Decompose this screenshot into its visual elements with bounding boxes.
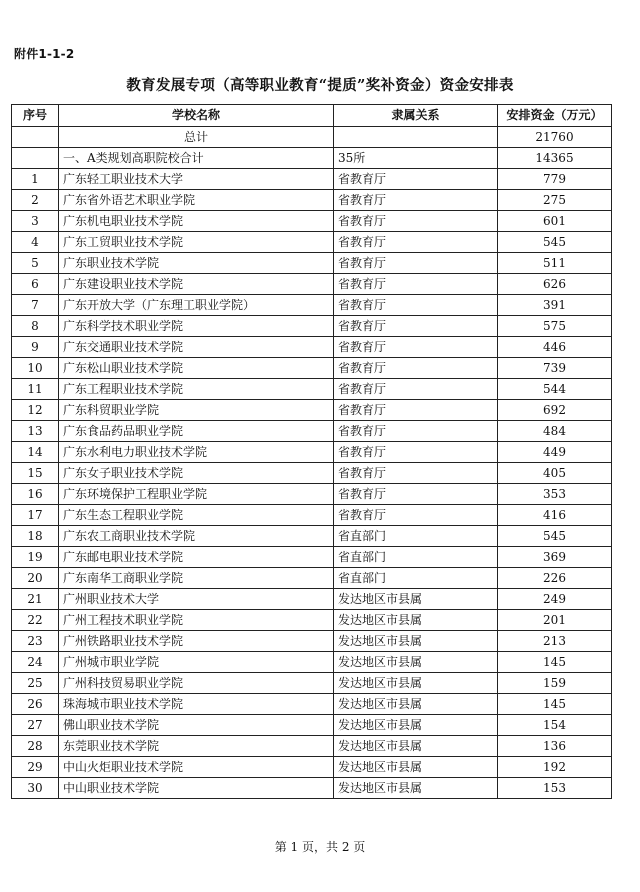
row-no: 13: [12, 421, 59, 442]
row-relation: 省教育厅: [334, 211, 498, 232]
row-no: 9: [12, 337, 59, 358]
row-amount: 739: [498, 358, 612, 379]
attachment-label: 附件1-1-2: [14, 47, 75, 61]
row-amount: 511: [498, 253, 612, 274]
subtotal-label: 一、A类规划高职院校合计: [59, 148, 334, 169]
row-relation: 省教育厅: [334, 337, 498, 358]
row-relation: 省教育厅: [334, 232, 498, 253]
row-school-name: 广东省外语艺术职业学院: [59, 190, 334, 211]
table-row: [12, 358, 612, 379]
table-row: [12, 169, 612, 190]
row-amount: 154: [498, 715, 612, 736]
row-school-name: 广州职业技术大学: [59, 589, 334, 610]
table-row: [12, 568, 612, 589]
table-row: [12, 610, 612, 631]
row-amount: 249: [498, 589, 612, 610]
document-title: 教育发展专项（高等职业教育“提质”奖补资金）资金安排表: [126, 77, 514, 94]
row-amount: 545: [498, 232, 612, 253]
total-no-cell: [12, 127, 59, 148]
table-row: [12, 694, 612, 715]
row-amount: 145: [498, 652, 612, 673]
row-no: 12: [12, 400, 59, 421]
row-amount: 391: [498, 295, 612, 316]
table-row: [12, 400, 612, 421]
row-relation: 省直部门: [334, 526, 498, 547]
row-amount: 779: [498, 169, 612, 190]
row-relation: 发达地区市县属: [334, 610, 498, 631]
row-amount: 369: [498, 547, 612, 568]
row-school-name: 佛山职业技术学院: [59, 715, 334, 736]
row-school-name: 中山火炬职业技术学院: [59, 757, 334, 778]
total-label: 总计: [59, 127, 334, 148]
row-no: 10: [12, 358, 59, 379]
row-no: 27: [12, 715, 59, 736]
row-school-name: 中山职业技术学院: [59, 778, 334, 799]
row-no: 4: [12, 232, 59, 253]
row-school-name: 广州城市职业学院: [59, 652, 334, 673]
table-row: [12, 190, 612, 211]
row-relation: 发达地区市县属: [334, 694, 498, 715]
table-row: [12, 463, 612, 484]
page-footer: 第 1 页，共 2 页: [274, 840, 366, 854]
row-no: 21: [12, 589, 59, 610]
row-no: 19: [12, 547, 59, 568]
row-no: 17: [12, 505, 59, 526]
row-amount: 153: [498, 778, 612, 799]
row-amount: 145: [498, 694, 612, 715]
table-row: [12, 232, 612, 253]
row-relation: 省教育厅: [334, 253, 498, 274]
row-amount: 192: [498, 757, 612, 778]
fund-allocation-table: [11, 104, 612, 799]
row-school-name: 广东南华工商职业学院: [59, 568, 334, 589]
row-school-name: 广东建设职业技术学院: [59, 274, 334, 295]
row-no: 16: [12, 484, 59, 505]
row-school-name: 广东环境保护工程职业学院: [59, 484, 334, 505]
table-row: [12, 274, 612, 295]
row-no: 7: [12, 295, 59, 316]
row-amount: 446: [498, 337, 612, 358]
row-no: 28: [12, 736, 59, 757]
row-school-name: 珠海城市职业技术学院: [59, 694, 334, 715]
row-relation: 发达地区市县属: [334, 736, 498, 757]
row-amount: 275: [498, 190, 612, 211]
row-no: 25: [12, 673, 59, 694]
row-school-name: 广东工程职业技术学院: [59, 379, 334, 400]
row-relation: 省教育厅: [334, 190, 498, 211]
table-row: [12, 421, 612, 442]
row-school-name: 广东水利电力职业技术学院: [59, 442, 334, 463]
row-relation: 省教育厅: [334, 505, 498, 526]
row-relation: 省教育厅: [334, 379, 498, 400]
row-relation: 省教育厅: [334, 316, 498, 337]
row-school-name: 广东科贸职业学院: [59, 400, 334, 421]
table-row: [12, 547, 612, 568]
subtotal-row: [12, 148, 612, 169]
row-relation: 发达地区市县属: [334, 778, 498, 799]
row-amount: 353: [498, 484, 612, 505]
row-no: 11: [12, 379, 59, 400]
row-school-name: 东莞职业技术学院: [59, 736, 334, 757]
table-row: [12, 316, 612, 337]
table-row: [12, 589, 612, 610]
row-no: 8: [12, 316, 59, 337]
row-no: 3: [12, 211, 59, 232]
row-school-name: 广东科学技术职业学院: [59, 316, 334, 337]
table-row: [12, 652, 612, 673]
row-amount: 416: [498, 505, 612, 526]
table-row: [12, 526, 612, 547]
table-body: [12, 127, 612, 799]
subtotal-amount: 14365: [498, 148, 612, 169]
row-no: 23: [12, 631, 59, 652]
row-school-name: 广东邮电职业技术学院: [59, 547, 334, 568]
row-amount: 136: [498, 736, 612, 757]
header-relation: 隶属关系: [334, 105, 498, 127]
row-relation: 省教育厅: [334, 484, 498, 505]
subtotal-relation: 35所: [334, 148, 498, 169]
row-school-name: 广东女子职业技术学院: [59, 463, 334, 484]
row-relation: 省教育厅: [334, 169, 498, 190]
row-school-name: 广东生态工程职业学院: [59, 505, 334, 526]
table-row: [12, 715, 612, 736]
row-no: 26: [12, 694, 59, 715]
row-school-name: 广东轻工职业技术大学: [59, 169, 334, 190]
subtotal-no-cell: [12, 148, 59, 169]
row-no: 14: [12, 442, 59, 463]
row-amount: 601: [498, 211, 612, 232]
row-school-name: 广东职业技术学院: [59, 253, 334, 274]
row-amount: 544: [498, 379, 612, 400]
row-school-name: 广东工贸职业技术学院: [59, 232, 334, 253]
row-amount: 449: [498, 442, 612, 463]
row-relation: 省教育厅: [334, 358, 498, 379]
header-school: 学校名称: [59, 105, 334, 127]
header-amount: 安排资金（万元）: [498, 105, 612, 127]
row-amount: 692: [498, 400, 612, 421]
row-no: 30: [12, 778, 59, 799]
row-relation: 省直部门: [334, 568, 498, 589]
row-amount: 484: [498, 421, 612, 442]
row-relation: 发达地区市县属: [334, 715, 498, 736]
row-relation: 省直部门: [334, 547, 498, 568]
row-school-name: 广东开放大学（广东理工职业学院）: [59, 295, 334, 316]
row-no: 24: [12, 652, 59, 673]
total-row: [12, 127, 612, 148]
row-no: 22: [12, 610, 59, 631]
row-amount: 213: [498, 631, 612, 652]
row-amount: 201: [498, 610, 612, 631]
table-header-row: [12, 105, 612, 127]
row-school-name: 广州工程技术职业学院: [59, 610, 334, 631]
row-relation: 省教育厅: [334, 400, 498, 421]
row-no: 20: [12, 568, 59, 589]
row-amount: 545: [498, 526, 612, 547]
row-relation: 省教育厅: [334, 421, 498, 442]
row-school-name: 广东交通职业技术学院: [59, 337, 334, 358]
row-school-name: 广州科技贸易职业学院: [59, 673, 334, 694]
row-school-name: 广东机电职业技术学院: [59, 211, 334, 232]
table-row: [12, 736, 612, 757]
row-relation: 省教育厅: [334, 442, 498, 463]
row-no: 29: [12, 757, 59, 778]
table-row: [12, 211, 612, 232]
row-relation: 发达地区市县属: [334, 631, 498, 652]
table-row: [12, 295, 612, 316]
row-no: 2: [12, 190, 59, 211]
row-no: 15: [12, 463, 59, 484]
table-row: [12, 757, 612, 778]
row-relation: 发达地区市县属: [334, 757, 498, 778]
row-relation: 省教育厅: [334, 463, 498, 484]
row-relation: 省教育厅: [334, 274, 498, 295]
table-row: [12, 778, 612, 799]
row-no: 1: [12, 169, 59, 190]
row-amount: 226: [498, 568, 612, 589]
row-amount: 159: [498, 673, 612, 694]
row-school-name: 广州铁路职业技术学院: [59, 631, 334, 652]
row-school-name: 广东食品药品职业学院: [59, 421, 334, 442]
row-school-name: 广东松山职业技术学院: [59, 358, 334, 379]
row-relation: 发达地区市县属: [334, 589, 498, 610]
header-no: 序号: [12, 105, 59, 127]
table-row: [12, 253, 612, 274]
total-amount: 21760: [498, 127, 612, 148]
table-row: [12, 337, 612, 358]
table-row: [12, 631, 612, 652]
row-school-name: 广东农工商职业技术学院: [59, 526, 334, 547]
row-amount: 405: [498, 463, 612, 484]
table-row: [12, 505, 612, 526]
table-row: [12, 673, 612, 694]
row-amount: 575: [498, 316, 612, 337]
row-no: 6: [12, 274, 59, 295]
total-relation-cell: [334, 127, 498, 148]
row-relation: 发达地区市县属: [334, 673, 498, 694]
row-relation: 发达地区市县属: [334, 652, 498, 673]
row-no: 18: [12, 526, 59, 547]
row-relation: 省教育厅: [334, 295, 498, 316]
table-row: [12, 379, 612, 400]
table-row: [12, 442, 612, 463]
table-row: [12, 484, 612, 505]
row-amount: 626: [498, 274, 612, 295]
row-no: 5: [12, 253, 59, 274]
